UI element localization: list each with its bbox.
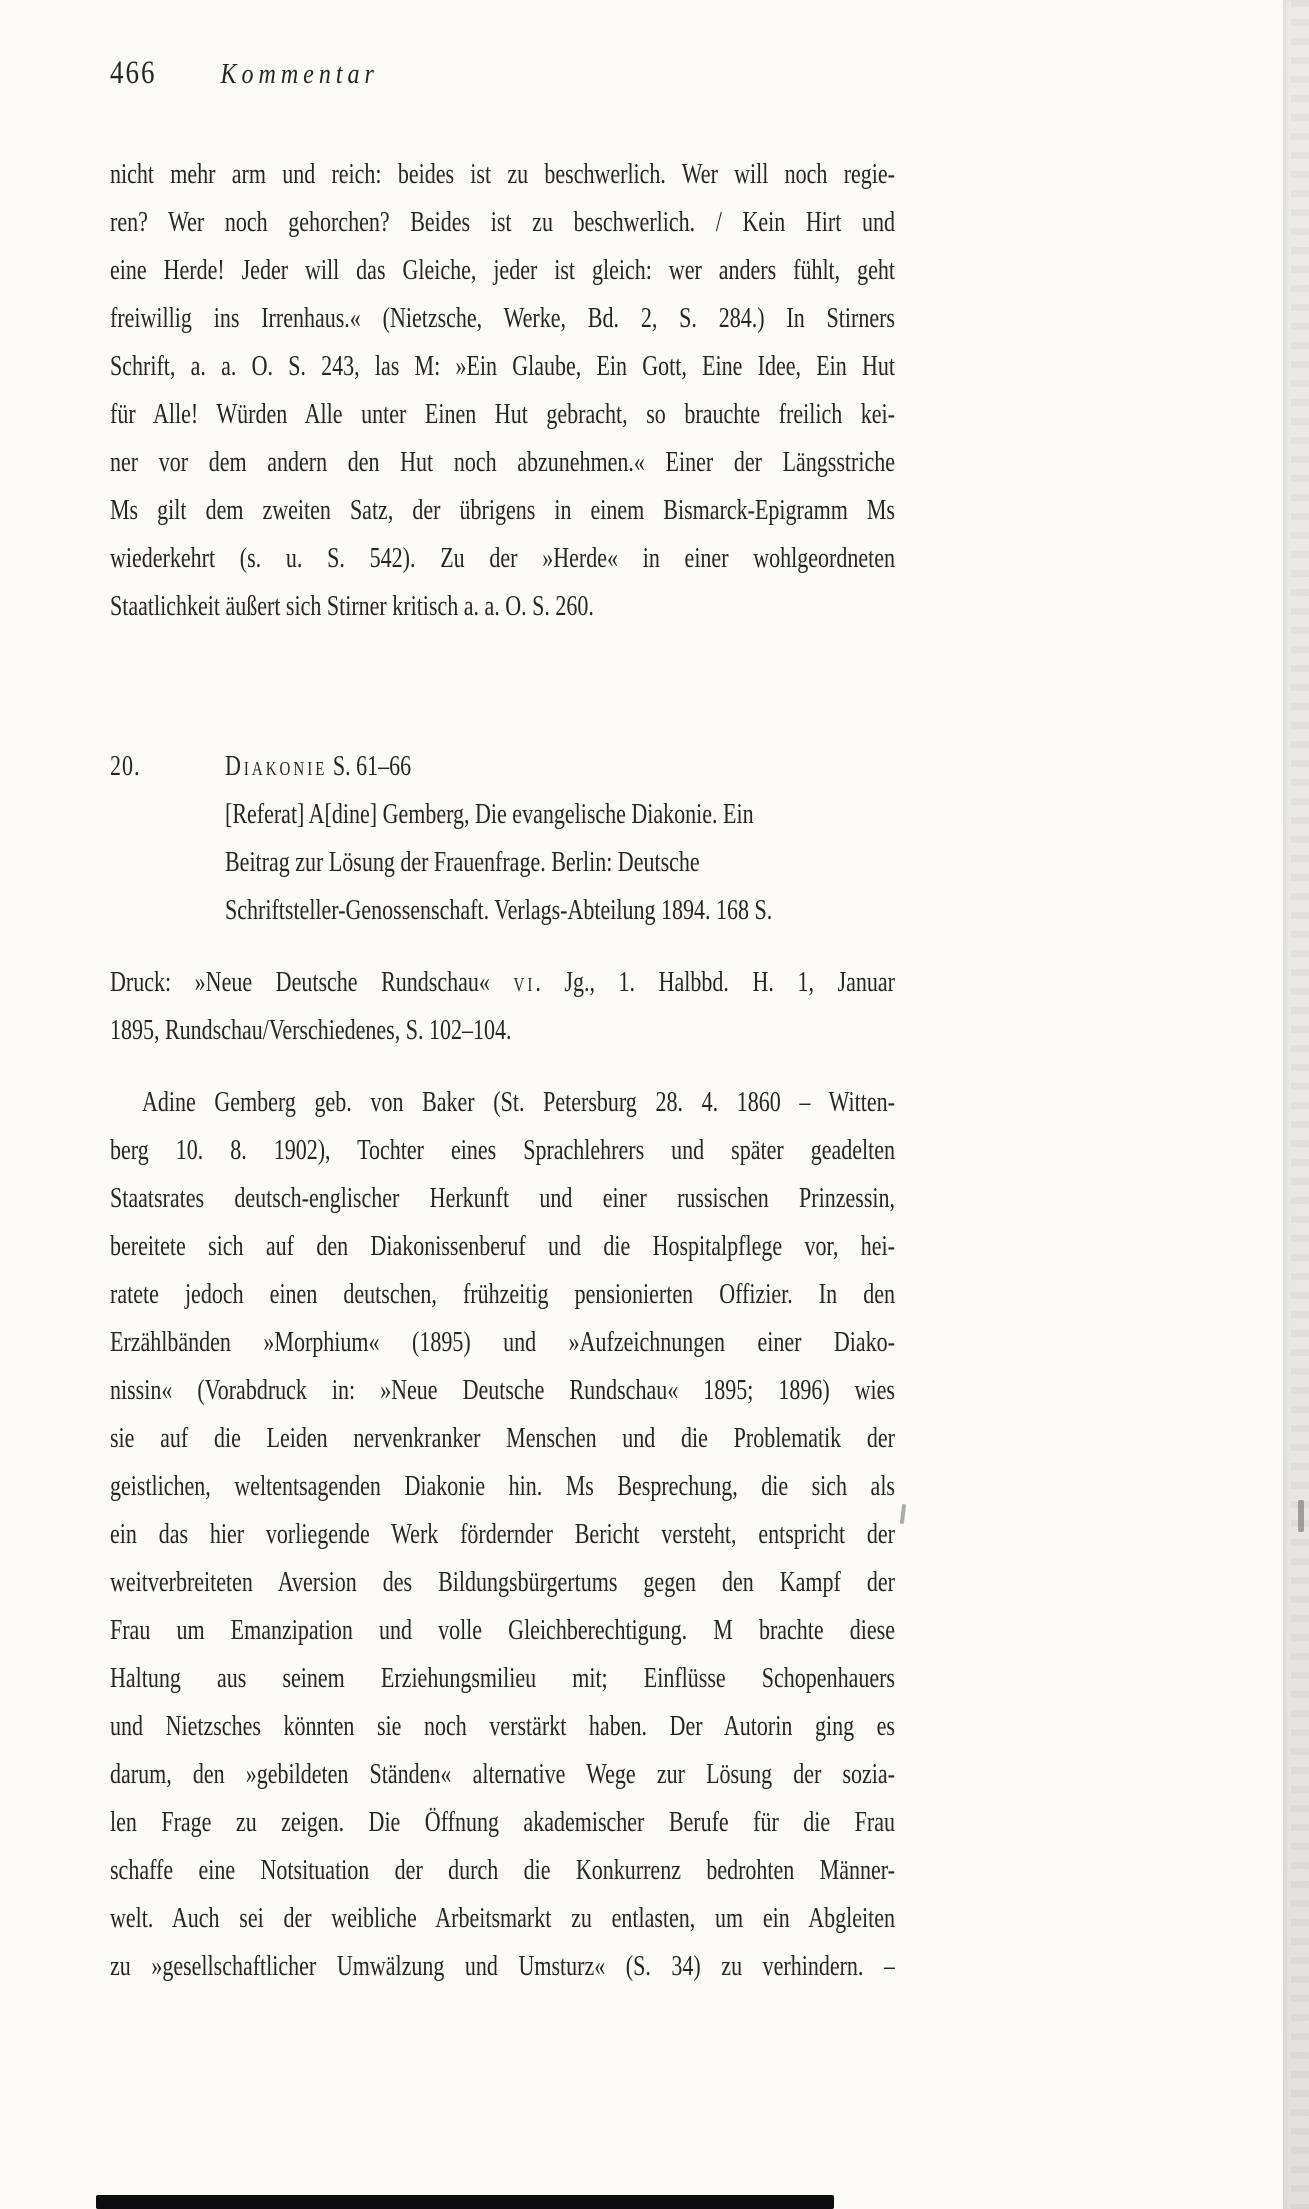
text-line: 1895, Rundschau/Verschiedenes, S. 102–104. (110, 1012, 512, 1046)
page-number: 466 (110, 53, 157, 90)
text-line: Ms gilt dem zweiten Satz, der übrigens in einem Bismarck-Epigramm Ms (110, 492, 895, 526)
text-line: Haltung aus seinem Erziehungsmilieu mit; Einflüsse Schopenhauers (110, 1660, 895, 1694)
druck-text: . Jg., 1. Halbbd. H. 1, Januar (535, 964, 895, 998)
text-line: Staatsrates deutsch-englischer Herkunft und einer russischen Prinzessin, (110, 1180, 895, 1214)
druck-volume-numeral: vi (513, 964, 536, 998)
scan-speck (900, 1504, 906, 1524)
text-line: len Frage zu zeigen. Die Öffnung akademischer Berufe für die Frau (110, 1804, 895, 1838)
scan-bottom-bar (96, 2195, 834, 2209)
text-line: Adine Gemberg geb. von Baker (St. Petersburg 28. 4. 1860 – Witten- (142, 1084, 895, 1118)
page-header (110, 43, 895, 101)
text-line: Beitrag zur Lösung der Frauenfrage. Berlin: Deutsche (225, 844, 700, 878)
text-line: sie auf die Leiden nervenkranker Menschen und die Problematik der (110, 1420, 895, 1454)
text-line: zu »gesellschaftlicher Umwälzung und Umsturz« (S. 34) zu verhindern. – (110, 1948, 895, 1982)
text-line: geistlichen, weltentsagenden Diakonie hin. Ms Besprechung, die sich als (110, 1468, 895, 1502)
text-line: berg 10. 8. 1902), Tochter eines Sprachlehrers und später geadelten (110, 1132, 895, 1166)
text-line: ratete jedoch einen deutschen, frühzeitig pensionierten Offizier. In den (110, 1276, 895, 1310)
text-line: welt. Auch sei der weibliche Arbeitsmarkt zu entlasten, um ein Abgleiten (110, 1900, 895, 1934)
text-line: für Alle! Würden Alle unter Einen Hut gebracht, so brauchte freilich kei- (110, 396, 895, 430)
druck-note (110, 958, 895, 1054)
text-line: Staatlichkeit äußert sich Stirner kritisch a. a. O. S. 260. (110, 588, 594, 622)
text-line: ein das hier vorliegende Werk fördernder Bericht versteht, entspricht der (110, 1516, 895, 1550)
running-title: Kommentar (220, 58, 379, 90)
text-line: bereitete sich auf den Diakonissenberuf und die Hospitalpflege vor, hei- (110, 1228, 895, 1262)
text-line: Schriftsteller-Genossenschaft. Verlags-Abteilung 1894. 168 S. (225, 892, 773, 926)
text-line: schaffe eine Notsituation der durch die Konkurrenz bedrohten Männer- (110, 1852, 895, 1886)
entry-title-pages: S. 61–66 (327, 748, 412, 782)
entry-number: 20. (110, 748, 141, 782)
text-line: freiwillig ins Irrenhaus.« (Nietzsche, Werke, Bd. 2, S. 284.) In Stirners (110, 300, 895, 334)
text-line: weitverbreiteten Aversion des Bildungsbürgertums gegen den Kampf der (110, 1564, 895, 1598)
druck-text: Druck: »Neue Deutsche Rundschau« (110, 964, 514, 998)
text-line: [Referat] A[dine] Gemberg, Die evangelische Diakonie. Ein (225, 796, 754, 830)
scan-edge-mark (1298, 1500, 1304, 1532)
entry-reference (225, 790, 895, 934)
text-line: eine Herde! Jeder will das Gleiche, jeder ist gleich: wer anders fühlt, geht (110, 252, 895, 286)
text-line: nissin« (Vorabdruck in: »Neue Deutsche Rundschau« 1895; 1896) wies (110, 1372, 895, 1406)
text-line: nicht mehr arm und reich: beides ist zu beschwerlich. Wer will noch regie- (110, 156, 895, 190)
text-line: darum, den »gebildeten Ständen« alternative Wege zur Lösung der sozia- (110, 1756, 895, 1790)
text-line: ren? Wer noch gehorchen? Beides ist zu beschwerlich. / Kein Hirt und (110, 204, 895, 238)
scan-edge-texture (1291, 0, 1309, 2209)
text-line: Schrift, a. a. O. S. 243, las M: »Ein Glaube, Ein Gott, Eine Idee, Ein Hut (110, 348, 895, 382)
commentary-paragraph (110, 150, 895, 630)
text-line: wiederkehrt (s. u. S. 542). Zu der »Herde« in einer wohlgeordneten (110, 540, 895, 574)
entry-title: Diakonie (225, 748, 328, 782)
text-line: und Nietzsches könnten sie noch verstärkt haben. Der Autorin ging es (110, 1708, 895, 1742)
text-line: Frau um Emanzipation und volle Gleichberechtigung. M brachte diese (110, 1612, 895, 1646)
text-line: Erzählbänden »Morphium« (1895) und »Aufzeichnungen einer Diako- (110, 1324, 895, 1358)
text-line: ner vor dem andern den Hut noch abzunehmen.« Einer der Längsstriche (110, 444, 895, 478)
entry-commentary (110, 1078, 895, 1990)
